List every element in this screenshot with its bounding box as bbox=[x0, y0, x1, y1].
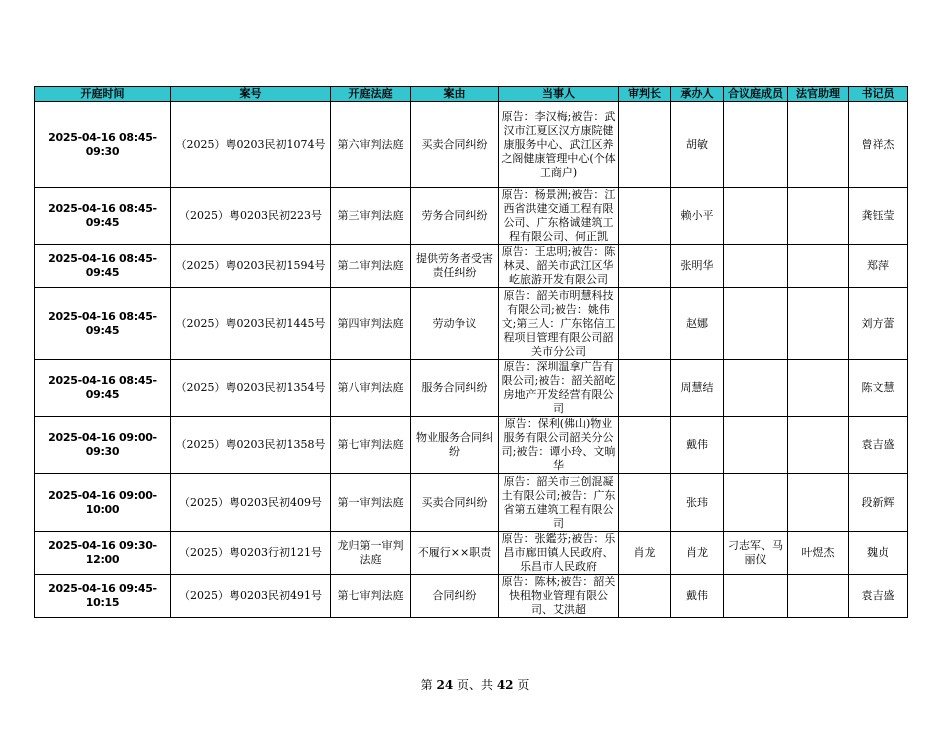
cell-case-no: （2025）粤0203行初121号 bbox=[171, 532, 331, 575]
header-time: 开庭时间 bbox=[35, 87, 171, 102]
table-row bbox=[35, 102, 908, 188]
cell-case-no: （2025）粤0203民初1358号 bbox=[171, 417, 331, 474]
cell-judge-assistant bbox=[788, 417, 849, 474]
cell-judge-assistant: 叶煜杰 bbox=[788, 532, 849, 575]
cell-clerk: 袁吉盛 bbox=[849, 575, 908, 618]
header-court: 开庭法庭 bbox=[331, 87, 411, 102]
header-judge-assistant: 法官助理 bbox=[788, 87, 849, 102]
header-cause: 案由 bbox=[411, 87, 499, 102]
cell-clerk: 刘方蕾 bbox=[849, 288, 908, 360]
cell-court: 第一审判法庭 bbox=[331, 474, 411, 532]
cell-presiding-judge bbox=[619, 245, 671, 288]
cell-court: 第六审判法庭 bbox=[331, 102, 411, 188]
cell-court: 第七审判法庭 bbox=[331, 417, 411, 474]
cell-panel-members bbox=[724, 288, 788, 360]
header-clerk: 书记员 bbox=[849, 87, 908, 102]
cell-panel-members bbox=[724, 102, 788, 188]
cell-presiding-judge bbox=[619, 474, 671, 532]
table-row bbox=[35, 417, 908, 474]
cell-presiding-judge bbox=[619, 417, 671, 474]
table-row bbox=[35, 288, 908, 360]
cell-parties: 原告：韶关市三创混凝土有限公司;被告：广东省第五建筑工程有限公司 bbox=[499, 474, 619, 532]
cell-cause: 劳务合同纠纷 bbox=[411, 188, 499, 245]
table-row bbox=[35, 245, 908, 288]
cell-judge-assistant bbox=[788, 245, 849, 288]
cell-presiding-judge bbox=[619, 575, 671, 618]
cell-handler: 胡敏 bbox=[671, 102, 724, 188]
cell-panel-members bbox=[724, 575, 788, 618]
cell-handler: 赖小平 bbox=[671, 188, 724, 245]
cell-parties: 原告：保利(佛山)物业服务有限公司韶关分公司;被告：谭小玲、文晌华 bbox=[499, 417, 619, 474]
cell-judge-assistant bbox=[788, 102, 849, 188]
header-case-no: 案号 bbox=[171, 87, 331, 102]
cell-cause: 买卖合同纠纷 bbox=[411, 474, 499, 532]
cell-panel-members bbox=[724, 417, 788, 474]
cell-cause: 物业服务合同纠纷 bbox=[411, 417, 499, 474]
cell-panel-members bbox=[724, 188, 788, 245]
cell-presiding-judge bbox=[619, 102, 671, 188]
cell-cause: 买卖合同纠纷 bbox=[411, 102, 499, 188]
page-footer: 第 24 页、共 42 页 bbox=[420, 678, 530, 692]
cell-presiding-judge: 肖龙 bbox=[619, 532, 671, 575]
cell-court: 龙归第一审判法庭 bbox=[331, 532, 411, 575]
cell-judge-assistant bbox=[788, 288, 849, 360]
cell-handler: 戴伟 bbox=[671, 417, 724, 474]
cell-handler: 戴伟 bbox=[671, 575, 724, 618]
cell-presiding-judge bbox=[619, 360, 671, 417]
cell-parties: 原告：李汉梅;被告：武汉市江夏区汉方康院健康服务中心、武江区养之阁健康管理中心(个体工商户) bbox=[499, 102, 619, 188]
cell-court: 第七审判法庭 bbox=[331, 575, 411, 618]
table-row bbox=[35, 532, 908, 575]
cell-panel-members bbox=[724, 245, 788, 288]
cell-panel-members bbox=[724, 474, 788, 532]
cell-time: 2025-04-16 09:00-10:00 bbox=[35, 474, 171, 532]
cell-court: 第三审判法庭 bbox=[331, 188, 411, 245]
cell-cause: 提供劳务者受害责任纠纷 bbox=[411, 245, 499, 288]
cell-parties: 原告：王忠明;被告：陈林灵、韶关市武江区华屹旅游开发有限公司 bbox=[499, 245, 619, 288]
table-row bbox=[35, 188, 908, 245]
table-row bbox=[35, 575, 908, 618]
cell-court: 第二审判法庭 bbox=[331, 245, 411, 288]
cell-cause: 合同纠纷 bbox=[411, 575, 499, 618]
cell-parties: 原告：杨景洲;被告：江西省洪建交通工程有限公司、广东格诚建筑工程有限公司、何正凯 bbox=[499, 188, 619, 245]
cell-presiding-judge bbox=[619, 288, 671, 360]
cell-judge-assistant bbox=[788, 575, 849, 618]
page-total: 42 bbox=[496, 678, 514, 692]
cell-clerk: 魏贞 bbox=[849, 532, 908, 575]
table-row bbox=[35, 474, 908, 532]
header-handler: 承办人 bbox=[671, 87, 724, 102]
cell-time: 2025-04-16 09:00-09:30 bbox=[35, 417, 171, 474]
cell-time: 2025-04-16 08:45-09:45 bbox=[35, 288, 171, 360]
header-presiding-judge: 审判长 bbox=[619, 87, 671, 102]
cell-clerk: 陈文慧 bbox=[849, 360, 908, 417]
table-header-row bbox=[35, 87, 908, 102]
cell-judge-assistant bbox=[788, 474, 849, 532]
cell-clerk: 龚钰莹 bbox=[849, 188, 908, 245]
cell-clerk: 段新辉 bbox=[849, 474, 908, 532]
cell-cause: 服务合同纠纷 bbox=[411, 360, 499, 417]
cell-court: 第八审判法庭 bbox=[331, 360, 411, 417]
table-row bbox=[35, 360, 908, 417]
cell-time: 2025-04-16 08:45-09:30 bbox=[35, 102, 171, 188]
cell-time: 2025-04-16 08:45-09:45 bbox=[35, 245, 171, 288]
cell-parties: 原告：张鑑芬;被告：乐昌市廊田镇人民政府、乐昌市人民政府 bbox=[499, 532, 619, 575]
cell-case-no: （2025）粤0203民初409号 bbox=[171, 474, 331, 532]
cell-judge-assistant bbox=[788, 188, 849, 245]
header-parties: 当事人 bbox=[499, 87, 619, 102]
header-panel-members: 合议庭成员 bbox=[724, 87, 788, 102]
cell-cause: 劳动争议 bbox=[411, 288, 499, 360]
cell-clerk: 袁吉盛 bbox=[849, 417, 908, 474]
cell-judge-assistant bbox=[788, 360, 849, 417]
cell-parties: 原告：陈林;被告：韶关快租物业管理有限公司、艾洪超 bbox=[499, 575, 619, 618]
cell-court: 第四审判法庭 bbox=[331, 288, 411, 360]
cell-handler: 张玮 bbox=[671, 474, 724, 532]
cell-clerk: 曾祥杰 bbox=[849, 102, 908, 188]
cell-parties: 原告：韶关市明慧科技有限公司;被告：姚伟文;第三人：广东铭信工程项目管理有限公司韶关市分公司 bbox=[499, 288, 619, 360]
court-schedule-table bbox=[34, 86, 908, 618]
cell-handler: 周慧结 bbox=[671, 360, 724, 417]
cell-handler: 张明华 bbox=[671, 245, 724, 288]
cell-parties: 原告：深圳温拿广告有限公司;被告：韶关韶屹房地产开发经营有限公司 bbox=[499, 360, 619, 417]
cell-handler: 肖龙 bbox=[671, 532, 724, 575]
cell-case-no: （2025）粤0203民初223号 bbox=[171, 188, 331, 245]
cell-case-no: （2025）粤0203民初1074号 bbox=[171, 102, 331, 188]
cell-panel-members bbox=[724, 360, 788, 417]
cell-case-no: （2025）粤0203民初1354号 bbox=[171, 360, 331, 417]
page-number: 24 bbox=[436, 678, 454, 692]
cell-cause: 不履行××职责 bbox=[411, 532, 499, 575]
cell-presiding-judge bbox=[619, 188, 671, 245]
cell-panel-members: 刁志军、马丽仪 bbox=[724, 532, 788, 575]
cell-handler: 赵娜 bbox=[671, 288, 724, 360]
cell-case-no: （2025）粤0203民初491号 bbox=[171, 575, 331, 618]
cell-clerk: 郑萍 bbox=[849, 245, 908, 288]
cell-time: 2025-04-16 09:45-10:15 bbox=[35, 575, 171, 618]
cell-case-no: （2025）粤0203民初1445号 bbox=[171, 288, 331, 360]
cell-time: 2025-04-16 08:45-09:45 bbox=[35, 188, 171, 245]
cell-time: 2025-04-16 08:45-09:45 bbox=[35, 360, 171, 417]
cell-time: 2025-04-16 09:30-12:00 bbox=[35, 532, 171, 575]
cell-case-no: （2025）粤0203民初1594号 bbox=[171, 245, 331, 288]
